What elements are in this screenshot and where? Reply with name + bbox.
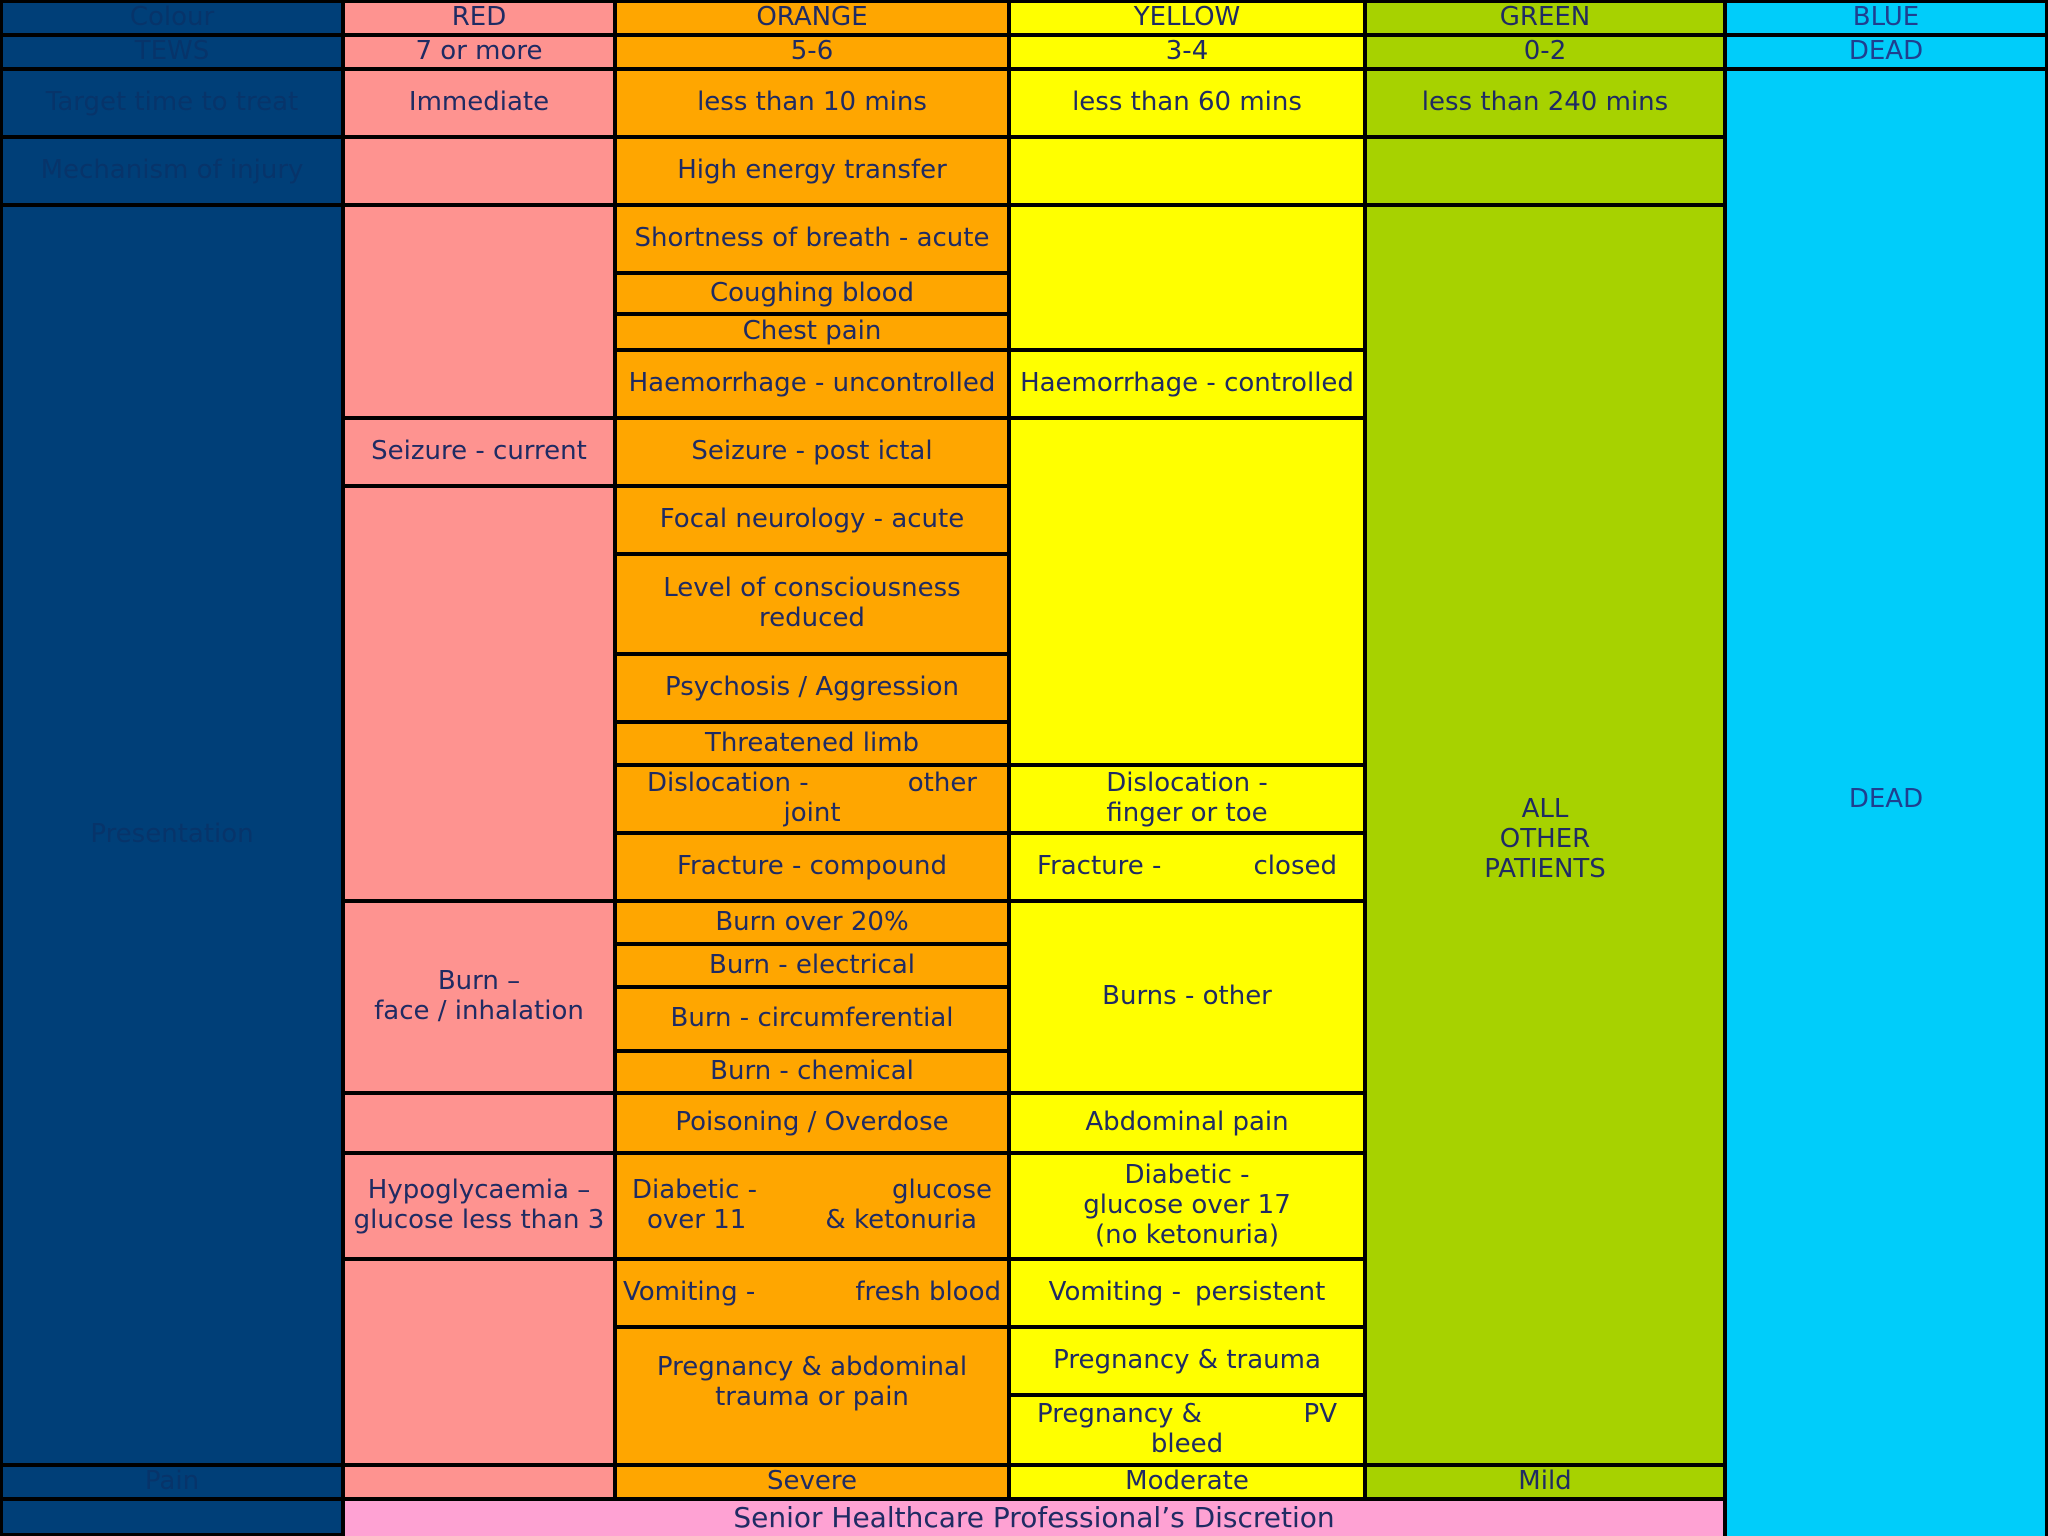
mechanism-green bbox=[1364, 136, 1726, 206]
label-discretion-row bbox=[0, 1498, 344, 1536]
pres-orange-dislocation-a: Dislocation - bbox=[647, 768, 809, 799]
tews-green: 0-2 bbox=[1364, 34, 1726, 70]
pres-yellow-vomit-b: persistent bbox=[1194, 1277, 1326, 1308]
discretion-banner: Senior Healthcare Professional’s Discretion bbox=[342, 1498, 1726, 1536]
pain-orange: Severe bbox=[614, 1464, 1010, 1500]
pres-red-burn: Burn – face / inhalation bbox=[342, 900, 616, 1094]
pres-orange-seizure: Seizure - post ictal bbox=[614, 417, 1010, 487]
pres-orange-dislocation-c: joint bbox=[783, 798, 841, 828]
pres-yellow-pregtrauma: Pregnancy & trauma bbox=[1008, 1326, 1366, 1396]
tews-red: 7 or more bbox=[342, 34, 616, 70]
pres-red-blank-4 bbox=[342, 1258, 616, 1466]
target-green: less than 240 mins bbox=[1364, 68, 1726, 138]
pres-yellow-burns: Burns - other bbox=[1008, 900, 1366, 1094]
pres-green-all-other: ALL OTHER PATIENTS bbox=[1364, 204, 1726, 1466]
pres-yellow-blank-1 bbox=[1008, 204, 1366, 351]
target-red: Immediate bbox=[342, 68, 616, 138]
pres-orange-focal: Focal neurology - acute bbox=[614, 485, 1010, 555]
pres-orange-vomit-b: fresh blood bbox=[855, 1277, 1001, 1308]
pres-red-seizure: Seizure - current bbox=[342, 417, 616, 487]
pres-orange-psych: Psychosis / Aggression bbox=[614, 653, 1010, 723]
target-yellow: less than 60 mins bbox=[1008, 68, 1366, 138]
pres-red-blank-1 bbox=[342, 204, 616, 419]
mechanism-orange: High energy transfer bbox=[614, 136, 1010, 206]
pres-orange-loc: Level of consciousness reduced bbox=[614, 553, 1010, 655]
label-mechanism: Mechanism of injury bbox=[0, 136, 344, 206]
pres-red-blank-2 bbox=[342, 485, 616, 902]
dead-column: DEAD bbox=[1724, 68, 2048, 1536]
pres-orange-burnelec: Burn - electrical bbox=[614, 943, 1010, 988]
pres-orange-sob: Shortness of breath - acute bbox=[614, 204, 1010, 274]
pain-yellow: Moderate bbox=[1008, 1464, 1366, 1500]
pres-yellow-abdominal: Abdominal pain bbox=[1008, 1092, 1366, 1154]
pain-red bbox=[342, 1464, 616, 1500]
pres-orange-dislocation-b: other bbox=[907, 768, 977, 799]
pain-green: Mild bbox=[1364, 1464, 1726, 1500]
header-red: RED bbox=[342, 0, 616, 36]
pres-orange-dislocation bbox=[614, 764, 1010, 834]
pres-orange-pregnancy: Pregnancy & abdominal trauma or pain bbox=[614, 1326, 1010, 1466]
tews-yellow: 3-4 bbox=[1008, 34, 1366, 70]
pres-orange-diabetic bbox=[614, 1152, 1010, 1260]
label-tews: TEWS bbox=[0, 34, 344, 70]
pres-orange-diabetic-a: Diabetic - bbox=[632, 1175, 758, 1206]
pres-orange-diabetic-d: & ketonuria bbox=[825, 1205, 977, 1235]
header-yellow: YELLOW bbox=[1008, 0, 1366, 36]
tews-orange: 5-6 bbox=[614, 34, 1010, 70]
pres-orange-burn20: Burn over 20% bbox=[614, 900, 1010, 945]
pres-yellow-fracture-b: closed bbox=[1253, 851, 1337, 882]
pres-orange-fracture: Fracture - compound bbox=[614, 832, 1010, 902]
mechanism-red bbox=[342, 136, 616, 206]
target-orange: less than 10 mins bbox=[614, 68, 1010, 138]
pres-yellow-pregbleed-c: bleed bbox=[1150, 1429, 1224, 1459]
pres-yellow-pregbleed-b: PV bbox=[1303, 1399, 1337, 1430]
label-pain: Pain bbox=[0, 1464, 344, 1500]
pres-orange-diabetic-c: over 11 bbox=[647, 1205, 747, 1235]
tews-blue: DEAD bbox=[1724, 34, 2048, 70]
pres-orange-vomit bbox=[614, 1258, 1010, 1328]
pres-orange-cough: Coughing blood bbox=[614, 272, 1010, 315]
pres-red-hypo: Hypoglycaemia – glucose less than 3 bbox=[342, 1152, 616, 1260]
label-target-time: Target time to treat bbox=[0, 68, 344, 138]
pres-yellow-fracture-a: Fracture - bbox=[1037, 851, 1162, 882]
mechanism-yellow bbox=[1008, 136, 1366, 206]
label-presentation: Presentation bbox=[0, 204, 344, 1466]
pres-yellow-dislocation: Dislocation - finger or toe bbox=[1008, 764, 1366, 834]
pres-orange-poison: Poisoning / Overdose bbox=[614, 1092, 1010, 1154]
pres-orange-chest: Chest pain bbox=[614, 313, 1010, 351]
header-blue: BLUE bbox=[1724, 0, 2048, 36]
pres-orange-haem: Haemorrhage - uncontrolled bbox=[614, 349, 1010, 419]
pres-orange-diabetic-b: glucose bbox=[892, 1175, 992, 1206]
pres-orange-limb: Threatened limb bbox=[614, 721, 1010, 766]
pres-yellow-pregbleed bbox=[1008, 1394, 1366, 1466]
label-colour: Colour bbox=[0, 0, 344, 36]
pres-red-blank-3 bbox=[342, 1092, 616, 1154]
header-green: GREEN bbox=[1364, 0, 1726, 36]
pres-yellow-pregbleed-a: Pregnancy & bbox=[1037, 1399, 1202, 1430]
pres-yellow-blank-2 bbox=[1008, 417, 1366, 766]
pres-yellow-vomit-a: Vomiting - bbox=[1048, 1277, 1181, 1308]
pres-yellow-vomit bbox=[1008, 1258, 1366, 1328]
pres-yellow-diabetic: Diabetic - glucose over 17 (no ketonuria) bbox=[1008, 1152, 1366, 1260]
pres-orange-burnchem: Burn - chemical bbox=[614, 1050, 1010, 1094]
pres-yellow-fracture bbox=[1008, 832, 1366, 902]
pres-orange-burncirc: Burn - circumferential bbox=[614, 986, 1010, 1052]
pres-yellow-haem: Haemorrhage - controlled bbox=[1008, 349, 1366, 419]
pres-orange-vomit-a: Vomiting - bbox=[623, 1277, 756, 1308]
header-orange: ORANGE bbox=[614, 0, 1010, 36]
